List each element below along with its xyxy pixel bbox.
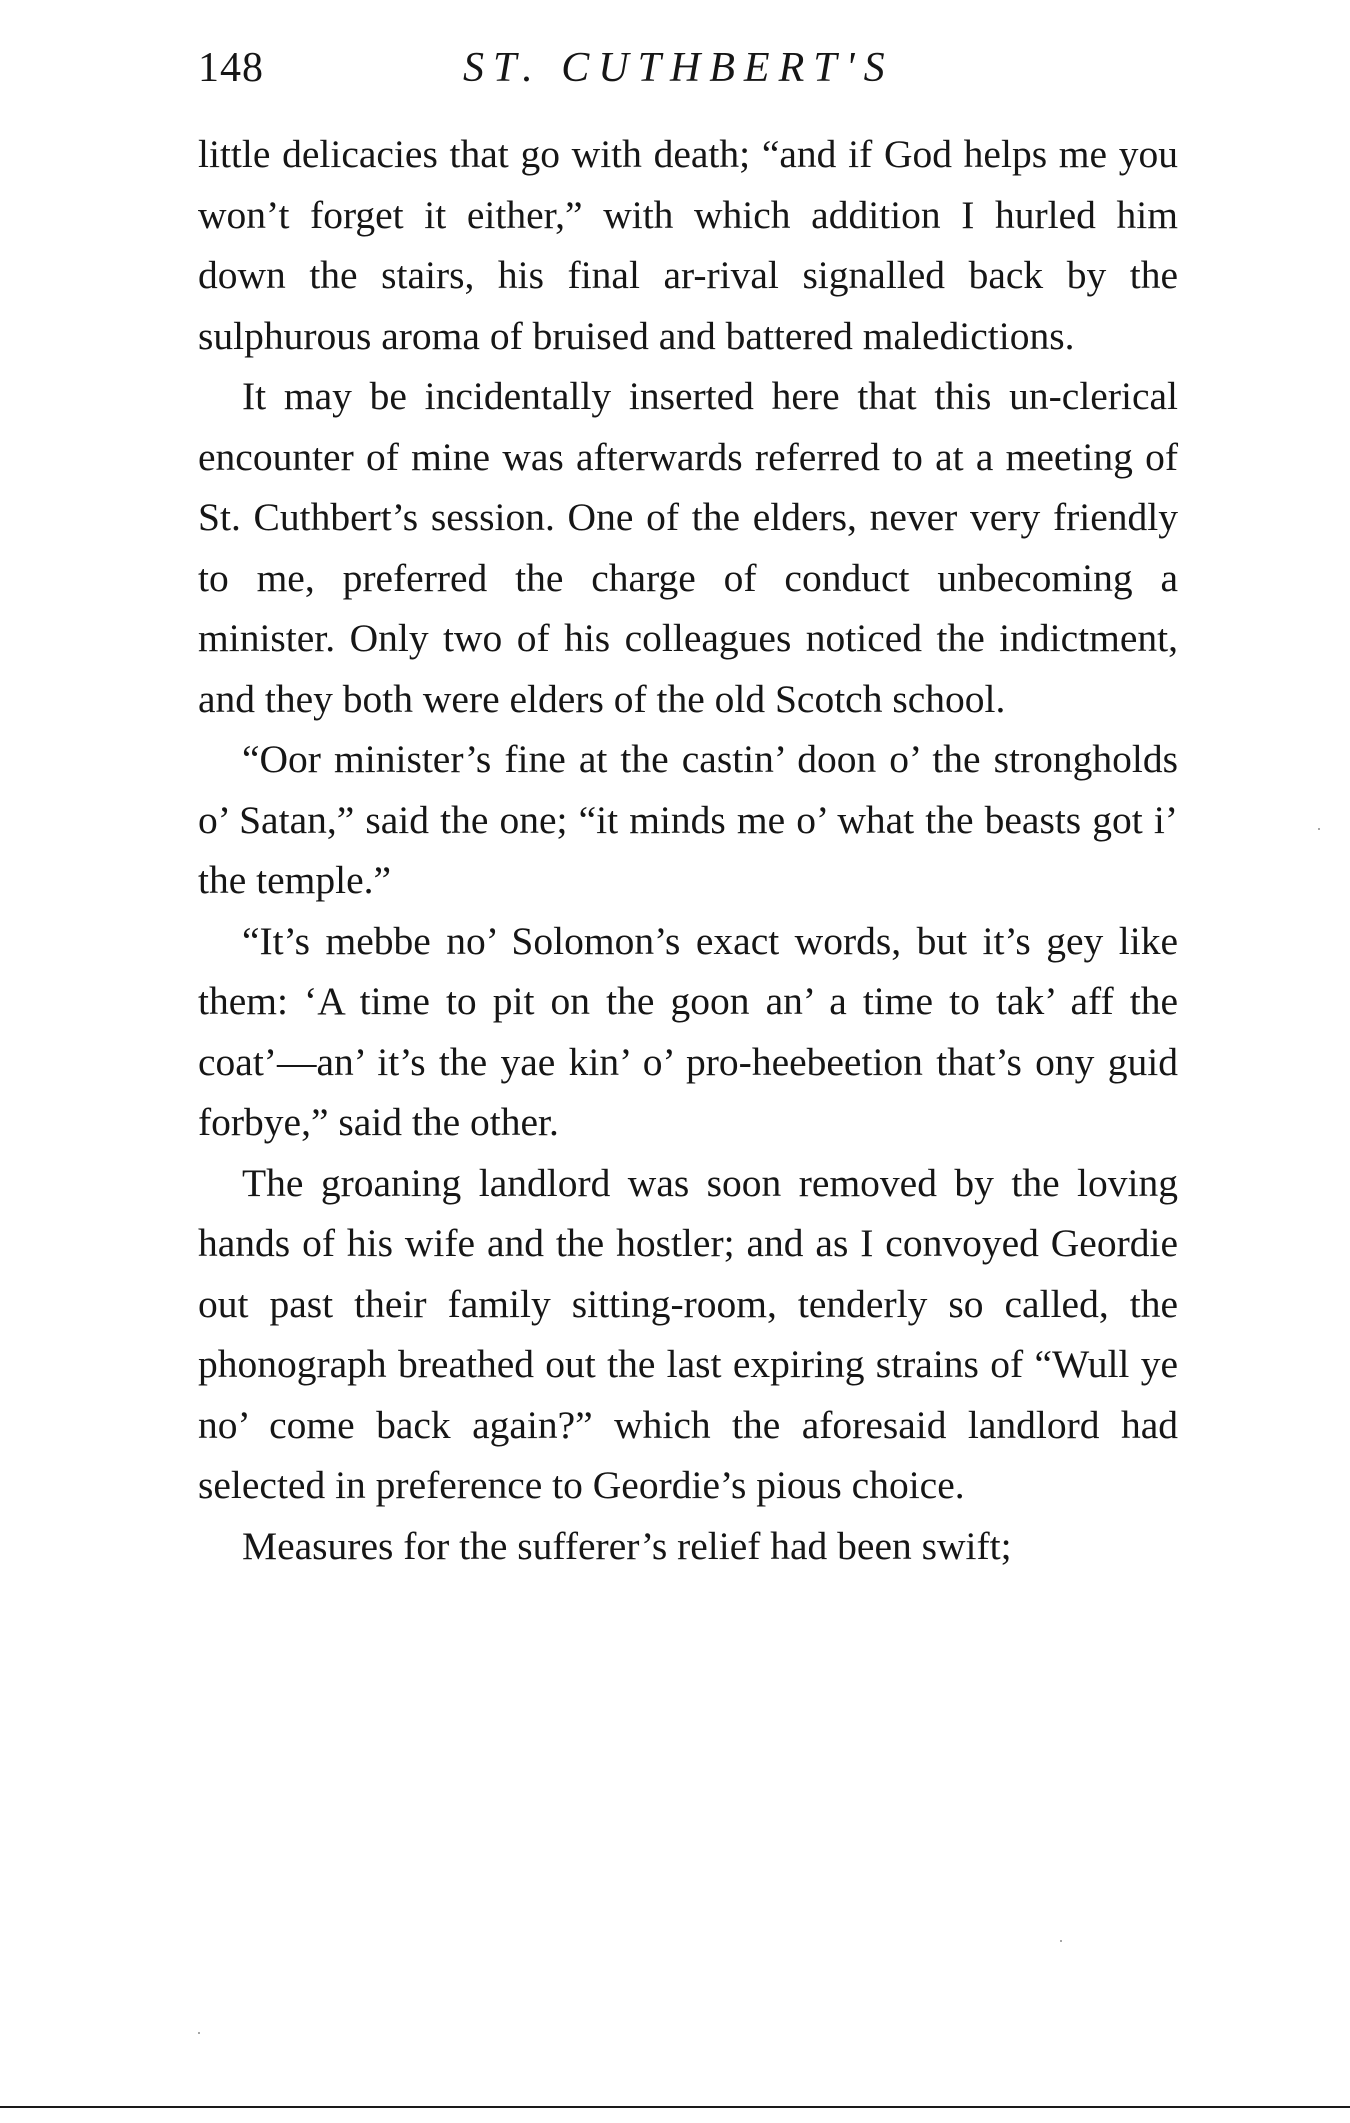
page-number: 148	[198, 45, 264, 91]
running-head: ST. CUTHBERT'S	[463, 45, 894, 91]
paper-speck	[198, 2032, 200, 2034]
paragraph: It may be incidentally inserted here that this un-clerical encounter of mine was afterwards referred to at a meeting of St. Cuthbert’s session. One of the elders, never very friendly to me, preferred the charge of conduct unbecoming a minister. Only two of his colleagues noticed the indictment, and they both were elders of the old Scotch school.	[198, 374, 1178, 721]
page-header	[198, 44, 1178, 104]
paper-speck	[1060, 1940, 1062, 1942]
paper-speck	[1318, 828, 1320, 830]
paragraph: The groaning landlord was soon removed by the loving hands of his wife and the hostler; and as I convoyed Geordie out past their family sitting-room, tenderly so called, the phonograph breathed out the last expiring strains of “Wull ye no’ come back again?” which the aforesaid landlord had selected in preference to Geordie’s pious choice.	[198, 1160, 1178, 1507]
paragraph-dialogue: “Oor minister’s fine at the castin’ doon o’ the strongholds o’ Satan,” said the one; “it minds me o’ what the beasts got i’ the temple.”	[198, 737, 1178, 902]
body-text	[198, 124, 1178, 1576]
paragraph-continued: little delicacies that go with death; “and if God helps me you won’t forget it either,” with which addition I hurled him down the stairs, his final ar-rival signalled back by the sulphurous aroma of bruised and battered maledictions.	[198, 132, 1178, 358]
page-bottom-rule	[0, 2106, 1350, 2108]
paragraph-dialogue: “It’s mebbe no’ Solomon’s exact words, but it’s gey like them: ‘A time to pit on the goon an’ a time to tak’ aff the coat’—an’ it’s the yae kin’ o’ pro-heebeetion that’s ony guid forbye,” said the other.	[198, 918, 1178, 1144]
paragraph-last: Measures for the sufferer’s relief had been swift;	[242, 1523, 1012, 1568]
